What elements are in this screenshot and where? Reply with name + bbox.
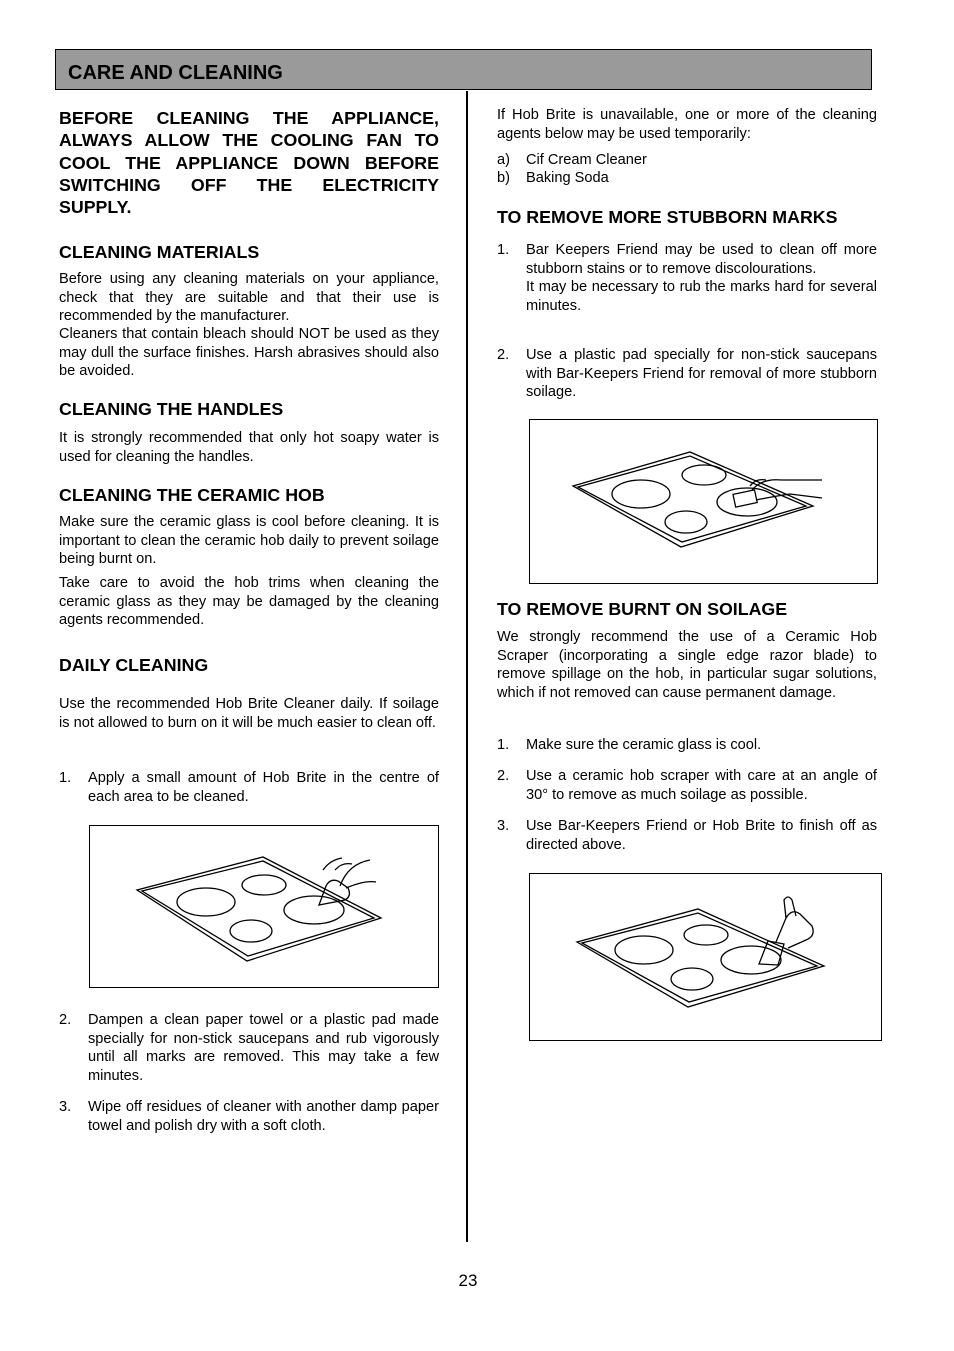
list-number: 2. <box>497 347 510 363</box>
page-number: 23 <box>458 1271 478 1290</box>
list-item <box>497 767 877 807</box>
hob-illustration <box>90 826 440 989</box>
list-text: Bar Keepers Friend may be used to clean off more stubborn stains or to remove discolourations. <box>526 242 877 277</box>
cooking-zone <box>665 511 707 533</box>
list-number: 3. <box>497 818 510 834</box>
hob-paragraph-1: Make sure the ceramic glass is cool before cleaning. It is important to clean the ceramic hob daily to prevent soilage being burnt on. <box>59 514 439 567</box>
list-item <box>59 1011 439 1087</box>
page-title: CARE AND CLEANING <box>68 62 283 84</box>
hand-outline <box>335 860 376 888</box>
cooking-zone <box>177 888 235 916</box>
cooking-zone <box>721 946 781 974</box>
materials-paragraph-2: Cleaners that contain bleach should NOT be used as they may dull the surface finishes. Harsh abrasives should also be avoided. <box>59 326 439 379</box>
list-text: Apply a small amount of Hob Brite in the centre of each area to be cleaned. <box>88 770 439 805</box>
list-number: 1. <box>497 737 510 753</box>
safety-warning: BEFORE CLEANING THE APPLIANCE, ALWAYS ALLOW THE COOLING FAN TO COOL THE APPLIANCE DOWN BEFORE SWITCHING OFF THE ELECTRICITY SUPPLY. <box>59 108 439 218</box>
list-item <box>497 151 877 170</box>
list-text: Dampen a clean paper towel or a plastic pad made specially for non-stick saucepans and rub vigorously until all marks are removed. This may take a few minutes. <box>88 1012 439 1084</box>
list-number: 1. <box>497 242 510 258</box>
heading-daily-cleaning: DAILY CLEANING <box>59 655 209 675</box>
cooking-zone <box>612 480 670 508</box>
column-divider <box>466 91 468 1242</box>
heading-cleaning-materials: CLEANING MATERIALS <box>59 242 260 262</box>
heading-burnt-soilage: TO REMOVE BURNT ON SOILAGE <box>497 599 788 619</box>
list-number: 2. <box>59 1012 72 1028</box>
cooking-zone <box>671 968 713 990</box>
cooking-zone <box>684 925 728 945</box>
list-number: 3. <box>59 1099 72 1115</box>
heading-stubborn-marks: TO REMOVE MORE STUBBORN MARKS <box>497 207 838 227</box>
list-number: 2. <box>497 768 510 784</box>
cooking-zone <box>230 920 272 942</box>
list-item <box>59 1098 439 1138</box>
cooking-zone <box>682 465 726 485</box>
cleaner-bottle <box>319 880 349 905</box>
cooking-zone <box>717 488 777 516</box>
hob-outline <box>577 909 824 1007</box>
materials-paragraph-1: Before using any cleaning materials on your appliance, check that they are suitable and that their use is recommended by the manufacturer. <box>59 271 439 324</box>
hob-illustration <box>530 874 883 1042</box>
list-text: Cif Cream Cleaner <box>526 152 647 168</box>
list-item <box>59 769 439 809</box>
list-text: Use Bar-Keepers Friend or Hob Brite to finish off as directed above. <box>526 818 877 853</box>
section-header <box>55 49 872 90</box>
list-item <box>497 817 877 857</box>
cooking-zone <box>242 875 286 895</box>
figure-pad-scrubbing <box>529 419 878 584</box>
cooking-zone <box>284 896 344 924</box>
list-letter: a) <box>497 152 510 168</box>
hob-illustration <box>530 420 879 585</box>
alternatives-intro: If Hob Brite is unavailable, one or more of the cleaning agents below may be used temporarily: <box>497 107 877 142</box>
scrubbing-pad <box>733 490 757 507</box>
figure-apply-cleaner <box>89 825 439 988</box>
heading-cleaning-ceramic-hob: CLEANING THE CERAMIC HOB <box>59 485 325 505</box>
burnt-paragraph: We strongly recommend the use of a Ceramic Hob Scraper (incorporating a single edge razor blade) to remove spillage on the hob, in particular sugar solutions, which if not removed can cause permanent damage. <box>497 629 877 701</box>
daily-paragraph: Use the recommended Hob Brite Cleaner daily. If soilage is not allowed to burn on it will be much easier to clean off. <box>59 696 439 731</box>
list-text: Wipe off residues of cleaner with another damp paper towel and polish dry with a soft cloth. <box>88 1099 439 1134</box>
list-item <box>497 736 877 755</box>
list-text: Use a ceramic hob scraper with care at an angle of 30° to remove as much soilage as possible. <box>526 768 877 803</box>
list-text: Baking Soda <box>526 170 609 186</box>
cooking-zone <box>615 936 673 964</box>
list-item <box>497 346 877 404</box>
hand-outline <box>776 912 813 948</box>
hob-paragraph-2: Take care to avoid the hob trims when cleaning the ceramic glass as they may be damaged by the cleaning agents recommended. <box>59 575 439 628</box>
handles-paragraph: It is strongly recommended that only hot soapy water is used for cleaning the handles. <box>59 430 439 465</box>
list-letter: b) <box>497 170 510 186</box>
heading-cleaning-handles: CLEANING THE HANDLES <box>59 399 284 419</box>
list-item <box>497 169 877 188</box>
list-text: Make sure the ceramic glass is cool. <box>526 737 762 753</box>
list-number: 1. <box>59 770 72 786</box>
list-text: Use a plastic pad specially for non-stick saucepans with Bar-Keepers Friend for removal of more stubborn soilage. <box>526 347 877 400</box>
list-item <box>497 241 877 336</box>
list-text-extra: It may be necessary to rub the marks hard for several minutes. <box>526 279 877 314</box>
figure-scraper <box>529 873 882 1041</box>
